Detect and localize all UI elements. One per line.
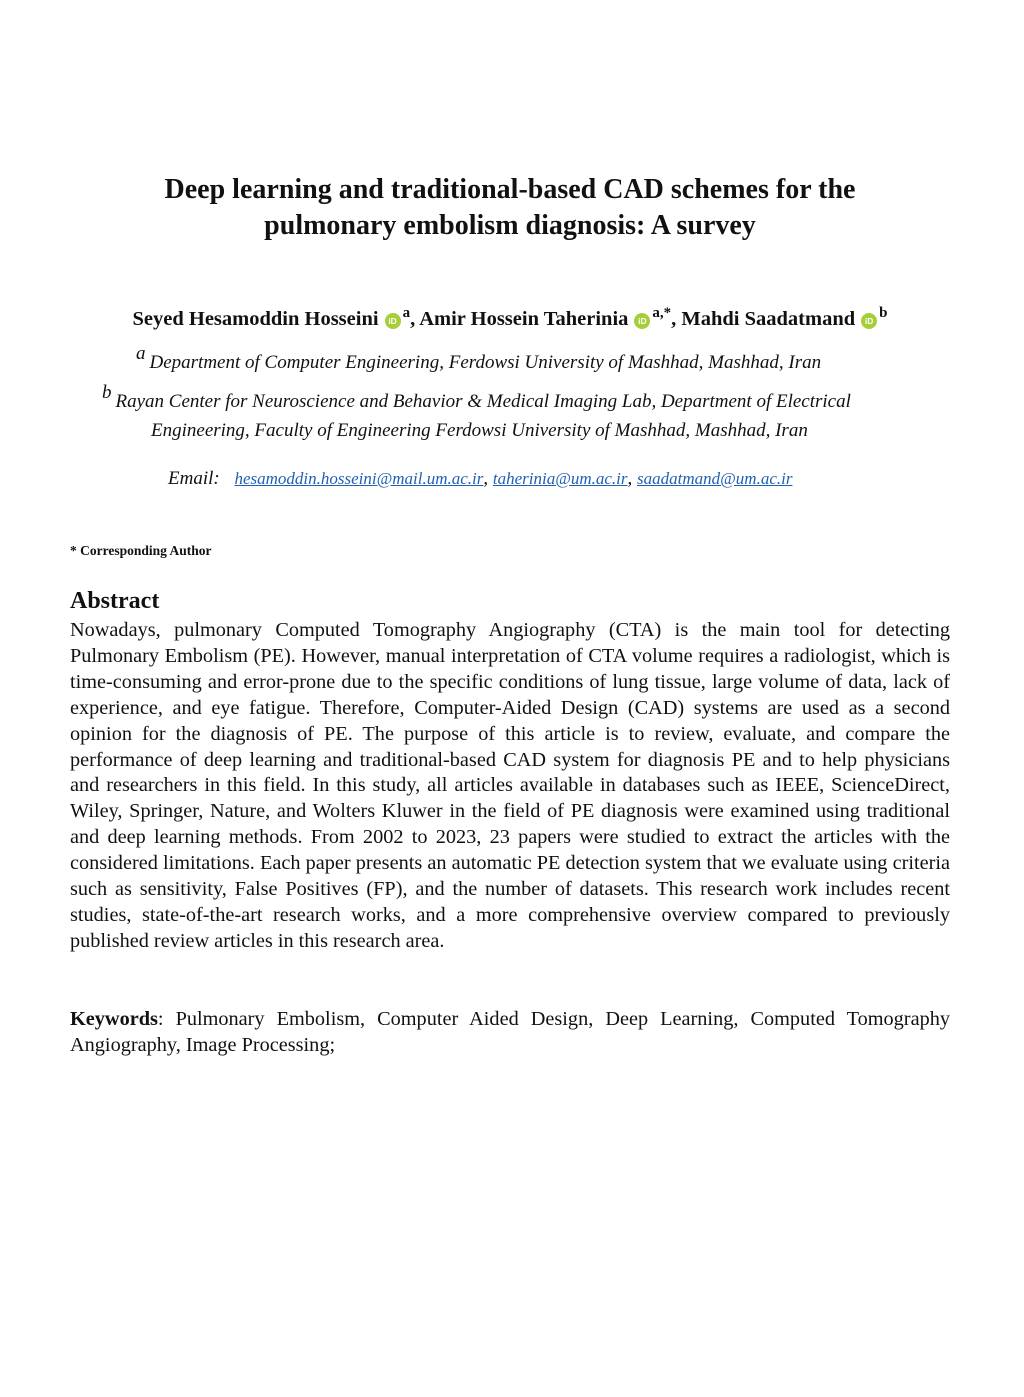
affiliation-marker: a [136,343,146,364]
affiliation-marker: b [102,382,112,403]
title-line-1: Deep learning and traditional-based CAD schemes for the [164,174,856,205]
author-list [60,305,960,331]
affiliation-a [136,343,822,374]
affiliation-b [102,382,851,413]
email-label: Email: [168,468,220,489]
affiliation-text: Rayan Center for Neuroscience and Behavior & Medical Imaging Lab, Department of Electrical [115,391,851,412]
author-name: Seyed Hesamoddin Hosseini [132,308,379,330]
corresponding-author-note: * Corresponding Author [70,543,212,558]
keywords [70,1007,950,1059]
abstract-heading: Abstract [70,588,160,614]
abstract-body: Nowadays, pulmonary Computed Tomography Angiography (CTA) is the main tool for detecting Pulmonary Embolism (PE). However, manual interpretation of CTA volume requires a radiologist, which is time-consuming and error-prone due to the specific conditions of lung tissue, large volume of data, lack of experience, and eye fatigue. Therefore, Computer-Aided Design (CAD) systems are used as a second opinion for the diagnosis of PE. The purpose of this article is to review, evaluate, and compare the performance of deep learning and traditional-based CAD system for diagnosis PE and to help physicians and researchers in this field. In this study, all articles available in databases such as IEEE, ScienceDirect, Wiley, Springer, Nature, and Wolters Kluwer in the field of PE diagnosis were examined using traditional and deep learning methods. From 2002 to 2023, 23 papers were studied to extract the articles with the considered limitations. Each paper presents an automatic PE detection system that we evaluate using criteria such as sensitivity, False Positives (FP), and the number of datasets. This research work includes recent studies, state-of-the-art research works, and a more comprehensive overview compared to previously published review articles in this research area. [70,619,950,952]
affiliation-text: Department of Computer Engineering, Ferdowsi University of Mashhad, Mashhad, Iran [149,352,822,373]
orcid-icon[interactable]: iD [385,313,401,329]
paper-title [100,172,920,244]
email-line [168,468,792,490]
title-line-2: pulmonary embolism diagnosis: A survey [264,210,756,241]
orcid-icon[interactable]: iD [634,313,650,329]
keywords-text: : Pulmonary Embolism, Computer Aided Design, Deep Learning, Computed Tomography Angiography, Image Processing; [70,1008,950,1056]
author-affiliation-marker: b [879,305,888,321]
email-link[interactable]: hesamoddin.hosseini@mail.um.ac.ir [234,469,484,488]
email-link[interactable]: saadatmand@um.ac.ir [637,469,793,488]
author-name: Mahdi Saadatmand [681,308,856,330]
email-link[interactable]: taherinia@um.ac.ir [492,469,628,488]
author-name: Amir Hossein Taherinia [419,308,629,330]
affiliation-b-continued: Engineering, Faculty of Engineering Ferdowsi University of Mashhad, Mashhad, Iran [151,420,808,441]
email-separator: , [627,468,638,489]
author-separator: , [410,308,420,330]
author-separator: , [671,308,682,330]
keywords-label: Keywords [70,1008,158,1030]
orcid-icon[interactable]: iD [861,313,877,329]
author-affiliation-marker: a [402,305,411,321]
email-separator: , [483,468,493,489]
author-affiliation-marker: a,* [652,305,672,321]
